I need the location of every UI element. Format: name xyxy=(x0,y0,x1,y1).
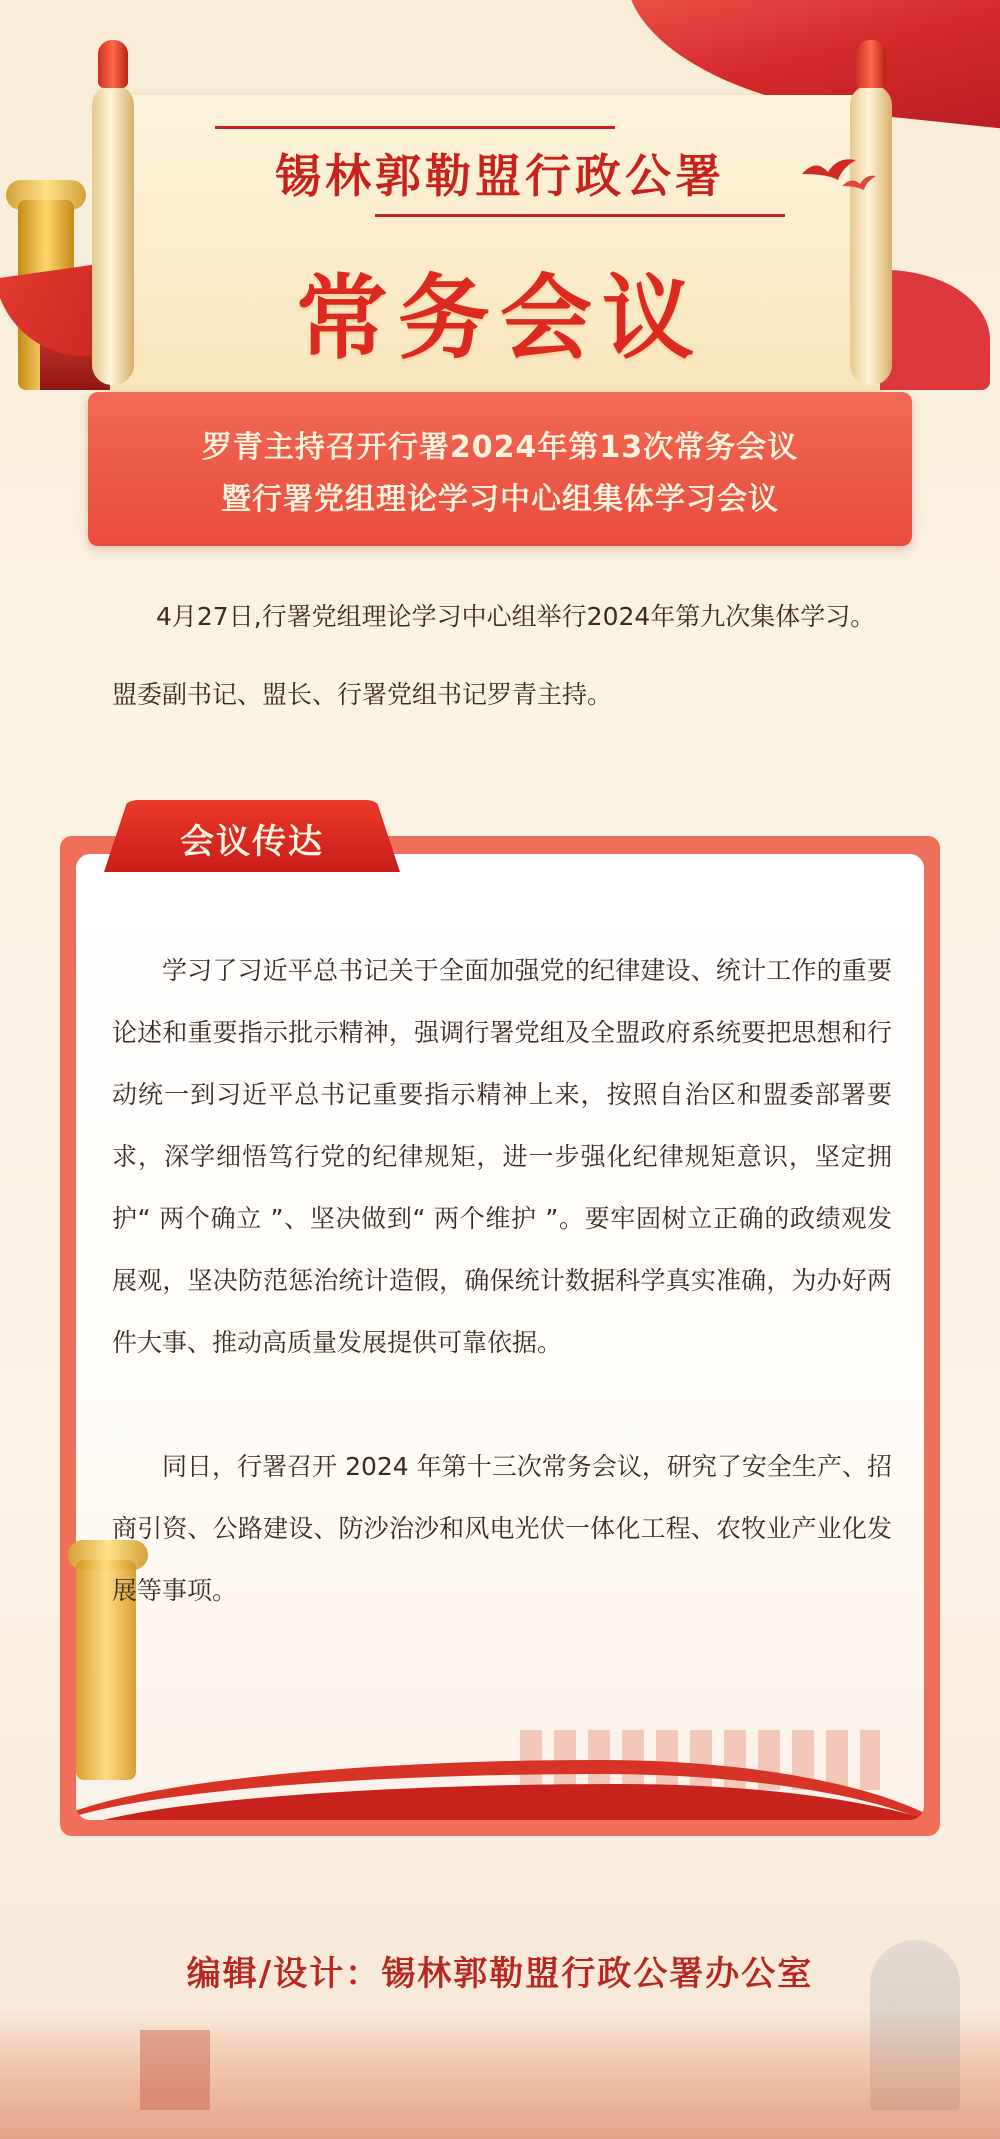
title-rule-bottom xyxy=(375,214,785,217)
scroll-cap-left xyxy=(98,40,128,88)
header-banner xyxy=(0,0,1000,420)
meeting-paragraph-1: 学习了习近平总书记关于全面加强党的纪律建设、统计工作的重要论述和重要指示批示精神，强调行署党组及全盟政府系统要把思想和行动统一到习近平总书记重要指示精神上来，按照自治区和盟委部署要求，深学细悟笃行党的纪律规矩，进一步强化纪律规矩意识，坚定拥护“ 两个确立 ”、坚决做到“ 两个维护 ”。要牢固树立正确的政绩观发展观，坚决防范惩治统计造假，确保统计数据科学真实准确，为办好两件大事、推动高质量发展提供可靠依据。 xyxy=(112,956,892,1357)
footer-credit: 编辑/设计：锡林郭勒盟行政公署办公室 xyxy=(186,1954,814,1994)
intro-paragraph: 4月27日,行署党组理论学习中心组举行2024年第九次集体学习。盟委副书记、盟长、行署党组书记罗青主持。 xyxy=(112,602,876,709)
card-wave-decoration xyxy=(76,1740,924,1820)
subtitle-line-2: 暨行署党组理论学习中心组集体学习会议 xyxy=(221,482,779,517)
org-title: 锡林郭勒盟行政公署 xyxy=(275,149,725,203)
subtitle-line-1: 罗青主持召开行署2024年第13次常务会议 xyxy=(201,430,799,465)
wall-tower-decoration xyxy=(140,2030,210,2110)
meeting-paragraph-2: 同日，行署召开 2024 年第十三次常务会议，研究了安全生产、招商引资、公路建设、防沙治沙和风电光伏一体化工程、农牧业产业化发展等事项。 xyxy=(112,1452,892,1605)
page-title: 常务会议 xyxy=(295,264,704,372)
scroll-cap-right xyxy=(856,40,886,88)
subtitle-box xyxy=(88,392,912,546)
title-rule-top xyxy=(215,126,615,129)
section-tab-label: 会议传达 xyxy=(180,822,324,862)
